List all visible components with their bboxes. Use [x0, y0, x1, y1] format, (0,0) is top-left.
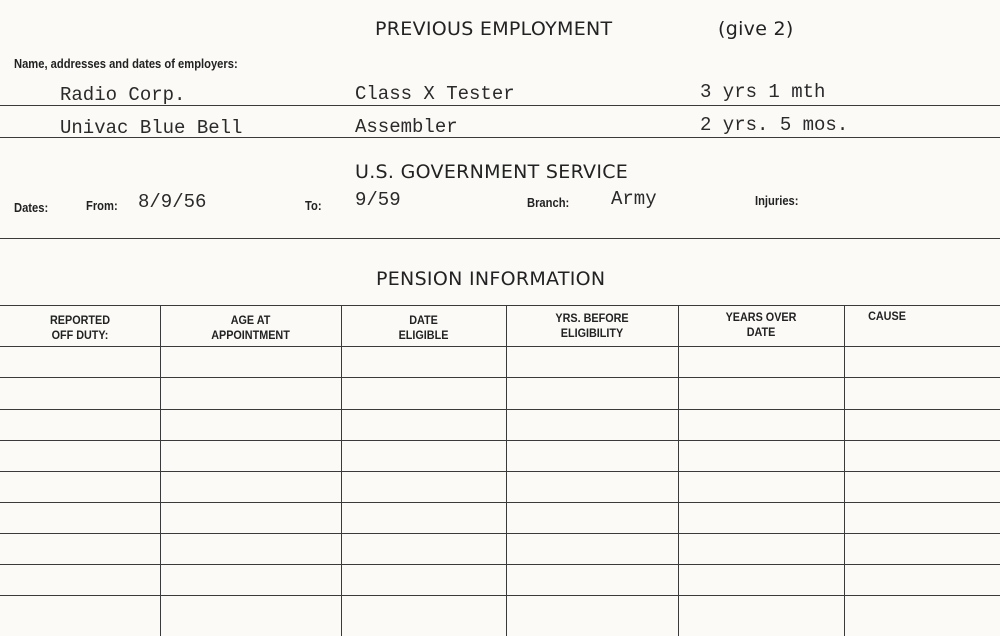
to-label: To:	[305, 198, 322, 213]
dates-label: Dates:	[14, 200, 49, 215]
table-row-line	[0, 409, 1000, 410]
employer-1-line	[0, 105, 1000, 106]
table-row-line	[0, 595, 1000, 596]
employer-1-duration: 3 yrs 1 mth	[700, 81, 826, 103]
employer-2-duration: 2 yrs. 5 mos.	[700, 114, 849, 136]
column-header-years-over-date: YEARS OVER DATE	[725, 310, 797, 339]
employer-2-name: Univac Blue Bell	[60, 117, 243, 139]
government-service-line	[0, 238, 1000, 239]
column-header-date-eligible: DATE ELIGIBLE	[398, 313, 449, 342]
column-header-yrs-before-eligibility: YRS. BEFORE ELIGIBILITY	[555, 311, 629, 340]
table-row-line	[0, 564, 1000, 565]
employer-2-position: Assembler	[355, 116, 458, 138]
table-row-line	[0, 533, 1000, 534]
table-row-line	[0, 471, 1000, 472]
injuries-label: Injuries:	[755, 193, 799, 208]
from-value: 8/9/56	[138, 191, 207, 213]
employer-1-name: Radio Corp.	[60, 84, 186, 106]
employers-label: Name, addresses and dates of employers:	[14, 56, 238, 71]
employer-2-line	[0, 137, 1000, 138]
give-two-note: (give 2)	[718, 18, 794, 40]
column-header-cause: CAUSE	[868, 309, 906, 323]
pension-table-body	[0, 346, 1000, 636]
from-label: From:	[86, 198, 118, 213]
branch-label: Branch:	[527, 195, 570, 210]
column-header-age-at-appointment: AGE AT APPOINTMENT	[211, 313, 290, 342]
column-header-reported-off-duty: REPORTED OFF DUTY:	[49, 313, 111, 342]
branch-value: Army	[611, 188, 657, 210]
table-row-line	[0, 440, 1000, 441]
table-row-line	[0, 377, 1000, 378]
table-row-line	[0, 502, 1000, 503]
previous-employment-title: PREVIOUS EMPLOYMENT	[375, 18, 613, 40]
government-service-title: U.S. GOVERNMENT SERVICE	[355, 161, 629, 183]
employer-1-position: Class X Tester	[355, 83, 515, 105]
to-value: 9/59	[355, 189, 401, 211]
pension-information-title: PENSION INFORMATION	[376, 268, 606, 290]
pension-table-top-line	[0, 305, 1000, 306]
